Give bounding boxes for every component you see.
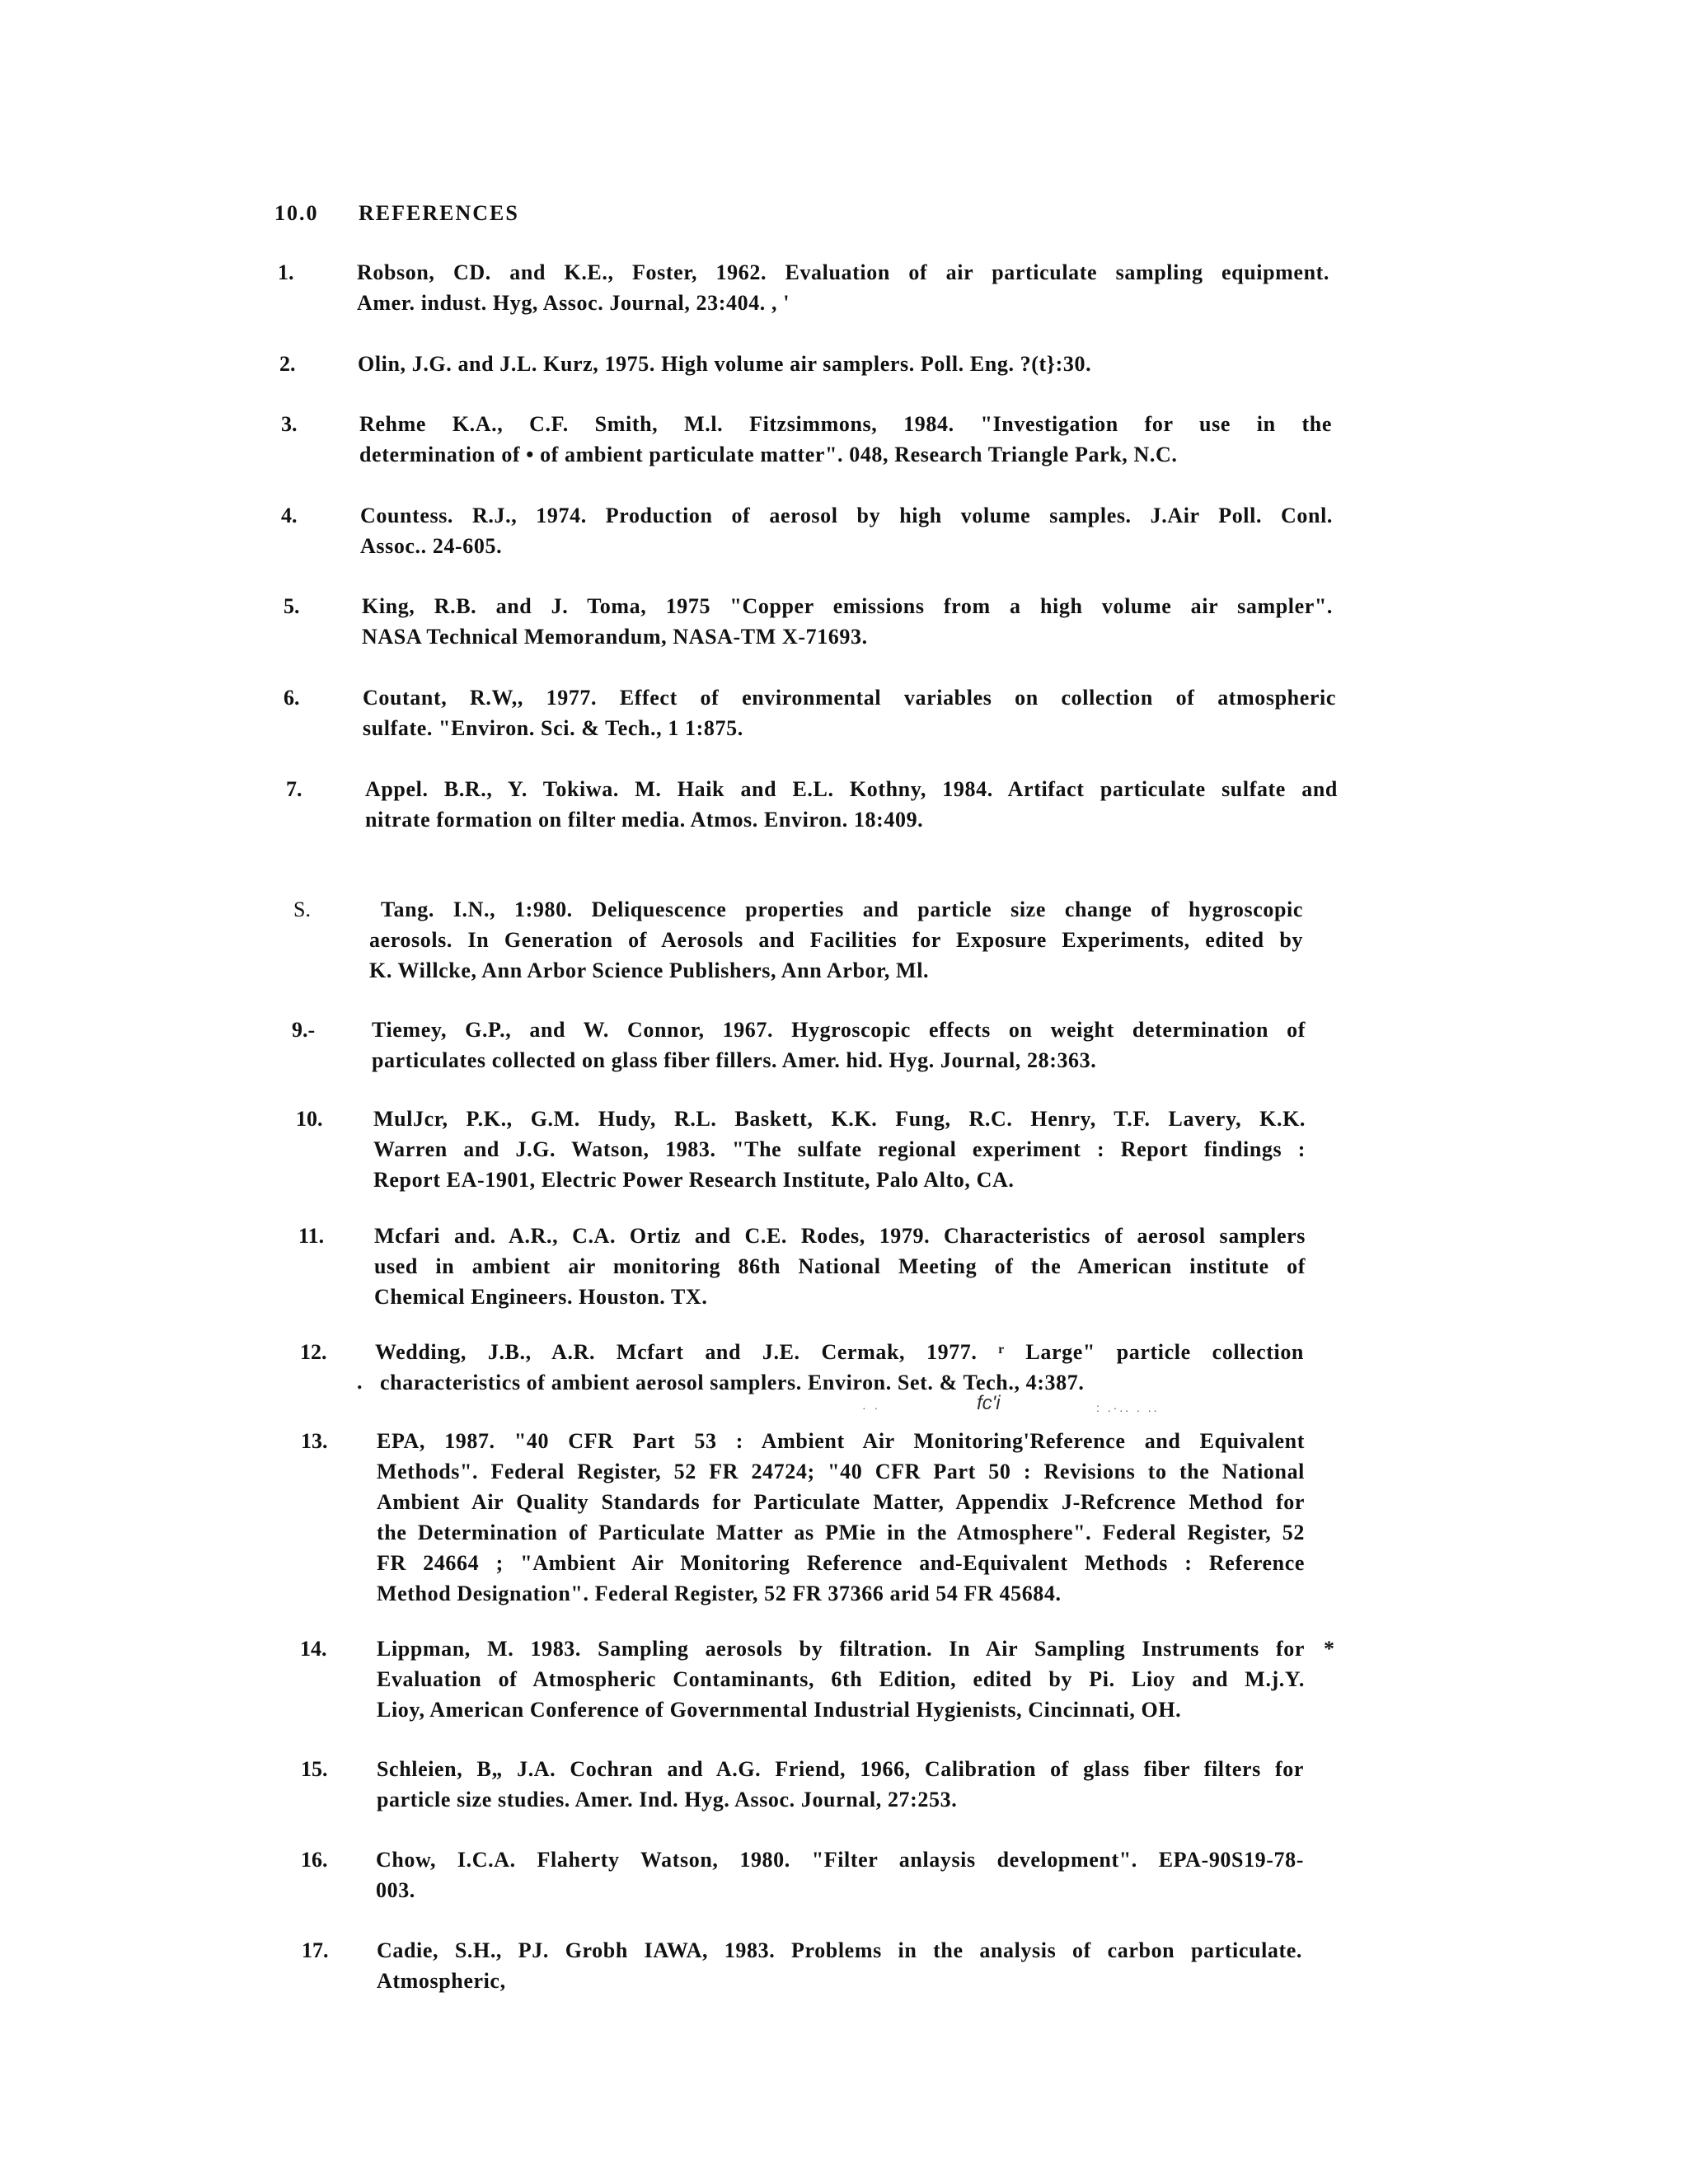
reference-line: sulfate. "Environ. Sci. & Tech., 1 1:875. (363, 716, 743, 740)
reference-line: MulJcr, P.K., G.M. Hudy, R.L. Baskett, K.K. Fung, R.C. Henry, T.F. Lavery, K.K. (373, 1107, 1306, 1131)
section-heading (274, 198, 519, 228)
margin-asterisk: * (1324, 1637, 1334, 1661)
reference-line: Evaluation of Atmospheric Contaminants, 6th Edition, edited by Pi. Lioy and M.j.Y. (377, 1667, 1305, 1691)
reference-line: Report EA-1901, Electric Power Research Institute, Palo Alto, CA. (373, 1168, 1015, 1192)
reference-line: Olin, J.G. and J.L. Kurz, 1975. High volume air samplers. Poll. Eng. ?(t}:30. (358, 352, 1092, 376)
reference-line: Cadie, S.H., PJ. Grobh IAWA, 1983. Problems in the analysis of carbon particulate. (377, 1938, 1302, 1962)
reference-text (360, 500, 1333, 561)
reference-text (377, 1754, 1304, 1815)
reference-number: S. (293, 898, 311, 921)
reference-line: determination of • of ambient particulate matter". 048, Research Triangle Park, N.C. (359, 443, 1178, 466)
reference-line: particulates collected on glass fiber fillers. Amer. hid. Hyg. Journal, 28:363. (372, 1048, 1097, 1072)
stray-period-mark: . (357, 1370, 363, 1394)
reference-number: 2. (279, 352, 296, 376)
reference-number: 11. (298, 1224, 325, 1248)
reference-text (377, 1633, 1305, 1725)
reference-line: Methods". Federal Register, 52 FR 24724; "40 CFR Part 50 : Revisions to the National (377, 1460, 1305, 1483)
reference-number: 12. (300, 1340, 327, 1364)
reference-line: Tang. I.N., 1:980. Deliquescence properties and particle size change of hygroscopic (381, 898, 1303, 921)
reference-text (363, 682, 1336, 743)
reference-line: Lippman, M. 1983. Sampling aerosols by filtration. In Air Sampling Instruments for (377, 1637, 1305, 1661)
reference-line: nitrate formation on filter media. Atmos. Environ. 18:409. (365, 808, 924, 832)
reference-line: FR 24664 ; "Ambient Air Monitoring Reference and-Equivalent Methods : Reference (377, 1551, 1305, 1575)
reference-line: Coutant, R.W,, 1977. Effect of environmental variables on collection of atmospheric (363, 686, 1336, 710)
reference-number: 5. (284, 594, 300, 618)
reference-text (376, 1844, 1304, 1905)
reference-line: Amer. indust. Hyg, Assoc. Journal, 23:404. , ' (357, 291, 790, 315)
reference-text (375, 1337, 1304, 1398)
reference-number: 10. (296, 1107, 323, 1131)
reference-line: used in ambient air monitoring 86th National Meeting of the American institute of (374, 1254, 1306, 1278)
reference-text (377, 1935, 1302, 1996)
reference-line: Tiemey, G.P., and W. Connor, 1967. Hygroscopic effects on weight determination of (372, 1018, 1306, 1042)
reference-line: Rehme K.A., C.F. Smith, M.l. Fitzsimmons, 1984. "Investigation for use in the (359, 412, 1332, 436)
reference-text (374, 1221, 1306, 1312)
reference-text (372, 1015, 1306, 1076)
reference-line: the Determination of Particulate Matter as PMie in the Atmosphere". Federal Register, 52 (377, 1521, 1305, 1544)
reference-number: 3. (281, 412, 298, 436)
reference-number: 16. (301, 1848, 328, 1872)
scan-artifact-text: fc'i (977, 1392, 1001, 1414)
reference-number: 14. (300, 1637, 327, 1661)
reference-number: 1. (278, 260, 294, 284)
reference-line: particle size studies. Amer. Ind. Hyg. Assoc. Journal, 27:253. (377, 1788, 958, 1811)
reference-number: 6. (284, 686, 300, 710)
reference-text (362, 591, 1333, 652)
reference-line: Countess. R.J., 1974. Production of aerosol by high volume samples. J.Air Poll. Conl. (360, 504, 1333, 527)
reference-line: Wedding, J.B., A.R. Mcfart and J.E. Cermak, 1977. ʳ Large" particle collection (375, 1340, 1304, 1364)
reference-line: Ambient Air Quality Standards for Particulate Matter, Appendix J-Refcrence Method for (377, 1490, 1305, 1514)
reference-number: 17. (302, 1938, 329, 1962)
reference-line: Robson, CD. and K.E., Foster, 1962. Evaluation of air particulate sampling equipment. (357, 260, 1329, 284)
reference-number: 13. (301, 1429, 328, 1453)
reference-line: Schleien, B„ J.A. Cochran and A.G. Friend, 1966, Calibration of glass fiber filters for (377, 1757, 1304, 1781)
reference-line: Warren and J.G. Watson, 1983. "The sulfate regional experiment : Report findings : (373, 1137, 1306, 1161)
reference-number: 7. (286, 777, 302, 801)
reference-text (357, 257, 1329, 318)
reference-text (359, 409, 1332, 470)
scan-artifact-dots-right: : .·.. . .. (1096, 1401, 1160, 1414)
scan-artifact-dots-left: · · (862, 1401, 881, 1414)
reference-text (373, 1104, 1306, 1195)
reference-line: Appel. B.R., Y. Tokiwa. M. Haik and E.L. Kothny, 1984. Artifact particulate sulfate and (365, 777, 1338, 801)
reference-line: aerosols. In Generation of Aerosols and Facilities for Exposure Experiments, edited by (369, 928, 1303, 952)
reference-line: King, R.B. and J. Toma, 1975 "Copper emissions from a high volume air sampler". (362, 594, 1333, 618)
reference-line: EPA, 1987. "40 CFR Part 53 : Ambient Air Monitoring'Reference and Equivalent (377, 1429, 1305, 1453)
reference-line: Mcfari and. A.R., C.A. Ortiz and C.E. Rodes, 1979. Characteristics of aerosol samplers (374, 1224, 1306, 1248)
reference-line: 003. (376, 1878, 415, 1902)
reference-line: characteristics of ambient aerosol samplers. Environ. Set. & Tech., 4:387. (380, 1371, 1085, 1394)
reference-text (365, 774, 1338, 835)
reference-number: 9.- (292, 1018, 316, 1042)
reference-number: 15. (301, 1757, 328, 1781)
reference-text (369, 894, 1303, 986)
reference-line: K. Willcke, Ann Arbor Science Publishers, Ann Arbor, Ml. (369, 958, 930, 982)
reference-line: Method Designation". Federal Register, 52 FR 37366 arid 54 FR 45684. (377, 1582, 1062, 1605)
reference-line: Atmospheric, (377, 1969, 506, 1993)
reference-text (358, 349, 1330, 379)
reference-line: NASA Technical Memorandum, NASA-TM X-71693. (362, 625, 868, 649)
reference-line: Assoc.. 24-605. (360, 534, 503, 558)
reference-text (377, 1426, 1305, 1609)
reference-line: Chow, I.C.A. Flaherty Watson, 1980. "Filter anlaysis development". EPA-90S19-78- (376, 1848, 1304, 1872)
section-number: 10.0 (274, 201, 319, 225)
reference-line: Lioy, American Conference of Governmental Industrial Hygienists, Cincinnati, OH. (377, 1698, 1182, 1722)
reference-number: 4. (281, 504, 298, 527)
section-title: REFERENCES (359, 201, 519, 225)
reference-line: Chemical Engineers. Houston. TX. (374, 1285, 708, 1309)
